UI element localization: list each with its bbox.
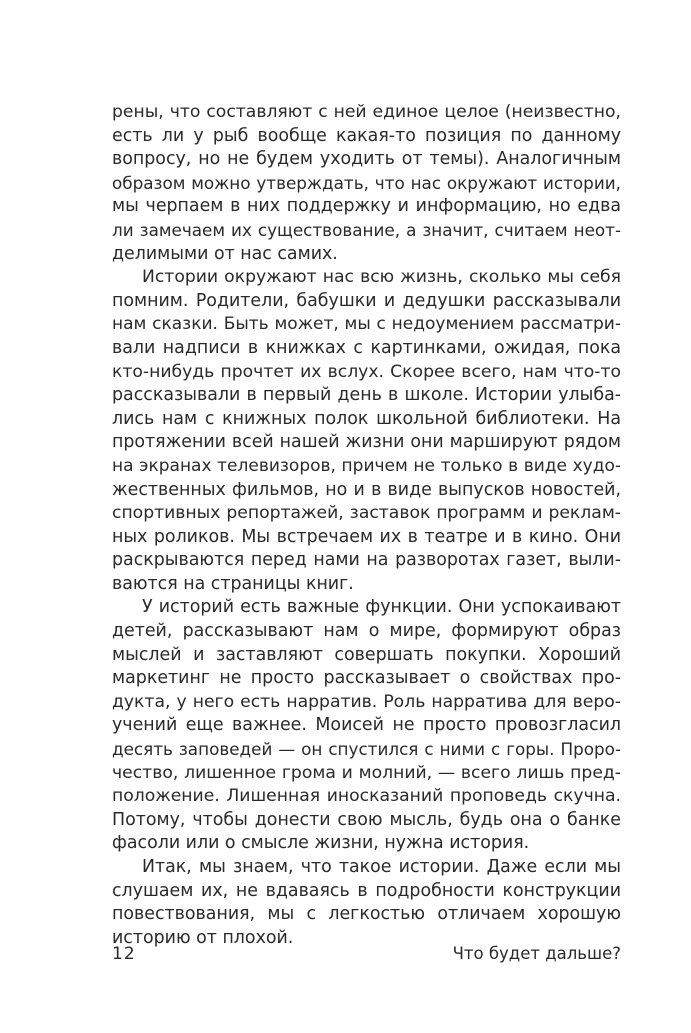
text-line: жественных фильмов, но и в виде выпусков новостей, <box>112 479 621 500</box>
body-text <box>112 101 621 950</box>
text-line: вопросу, но не будем уходить от темы). Аналогичным <box>112 149 621 170</box>
text-line: чество, лишенное грома и молний, — всего лишь пред- <box>112 762 621 783</box>
text-line: на экранах телевизоров, причем не только в виде худо- <box>112 455 621 476</box>
text-line: положение. Лишенная иносказаний проповедь скучна. <box>112 786 621 807</box>
text-line: ных роликов. Мы встречаем их в театре и в кино. Они <box>112 526 621 547</box>
text-line: лись нам с книжных полок школьной библиотеки. На <box>112 408 621 429</box>
text-line: спортивных репортажей, заставок программ и реклам- <box>112 503 621 524</box>
text-line: нам сказки. Быть может, мы с недоумением рассматри- <box>112 314 621 335</box>
text-line: образом можно утверждать, что нас окружают истории, <box>112 172 621 193</box>
page-footer <box>112 944 621 968</box>
running-title: Что будет дальше? <box>452 944 621 963</box>
text-line: детей, рассказывают нам о мире, формируют образ <box>112 621 621 642</box>
text-line: маркетинг не просто рассказывает о свойствах про- <box>112 668 621 689</box>
text-line: рены, что составляют с ней единое целое (неизвестно, <box>112 102 621 122</box>
text-line: рассказывали в первый день в школе. Истории улыба- <box>112 385 621 406</box>
text-line: есть ли у рыб вообще какая-то позиция по данному <box>112 125 621 146</box>
page-number: 12 <box>112 944 136 964</box>
text-line: делимыми от нас самих. <box>112 243 338 264</box>
text-line: раскрываются перед нами на разворотах газет, выли- <box>112 550 621 571</box>
text-line: протяжении всей нашей жизни они маршируют рядом <box>112 432 621 453</box>
paragraph-start-line: Итак, мы знаем, что такое истории. Даже если мы <box>142 857 621 877</box>
text-line: учений еще важнее. Моисей не просто провозгласил <box>112 715 621 736</box>
text-line: слушаем их, не вдаваясь в подробности конструкции <box>112 880 621 901</box>
paragraph-start-line: У историй есть важные функции. Они успокаивают <box>142 597 621 618</box>
text-line: ваются на страницы книг. <box>112 573 354 594</box>
text-line: повествования, мы с легкостью отличаем хорошую <box>112 904 621 925</box>
text-line: историю от плохой. <box>112 927 294 948</box>
text-line: дукта, у него есть нарратив. Роль нарратива для веро- <box>112 691 621 712</box>
text-line: вали надписи в книжках с картинками, ожидая, пока <box>112 337 621 358</box>
text-line: помним. Родители, бабушки и дедушки рассказывали <box>112 290 621 311</box>
text-line: кто-нибудь прочтет их вслух. Скорее всего, нам что-то <box>112 361 621 382</box>
text-line: Потому, чтобы донести свою мысль, будь она о банке <box>112 809 621 830</box>
text-line: мы черпаем в них поддержку и информацию, но едва <box>112 196 621 217</box>
text-line: десять заповедей — он спустился с ними с горы. Проро- <box>112 739 621 760</box>
text-line: ли замечаем их существование, а значит, считаем неот- <box>112 219 621 240</box>
text-line: мыслей и заставляют совершать покупки. Хороший <box>112 644 621 665</box>
text-line: фасоли или о смысле жизни, нужна история. <box>112 833 530 854</box>
paragraph-start-line: Истории окружают нас всю жизнь, сколько мы себя <box>142 267 621 288</box>
